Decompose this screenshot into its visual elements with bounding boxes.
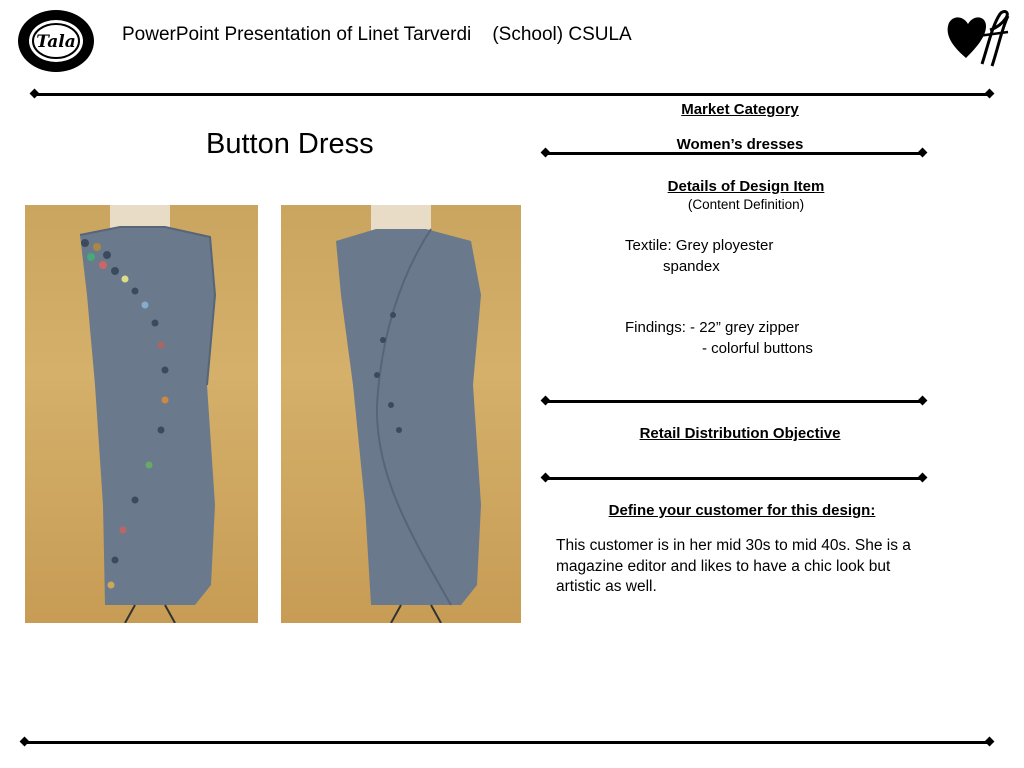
header-title: PowerPoint Presentation of Linet Tarverdi (School) CSULA bbox=[122, 24, 632, 45]
findings-line-2: - colorful buttons bbox=[702, 340, 813, 357]
textile-line-2: spandex bbox=[663, 258, 720, 275]
details-heading: Details of Design Item bbox=[667, 178, 825, 195]
textile-line-1: Textile: Grey ployester bbox=[625, 237, 774, 254]
logo-center-text: Tala bbox=[36, 32, 76, 52]
market-category-value: Women’s dresses bbox=[676, 136, 804, 153]
dress-front-photo bbox=[25, 205, 258, 623]
slide-title: Button Dress bbox=[206, 128, 374, 160]
section-divider-2 bbox=[545, 400, 923, 403]
tala-seal-logo-icon bbox=[16, 8, 96, 74]
section-divider-3 bbox=[545, 477, 923, 480]
top-divider bbox=[34, 93, 990, 96]
findings-line-1: Findings: - 22” grey zipper bbox=[625, 319, 800, 336]
customer-heading: Define your customer for this design: bbox=[608, 502, 876, 519]
bottom-divider bbox=[24, 741, 990, 744]
textile-info bbox=[625, 235, 773, 277]
details-subheading: (Content Definition) bbox=[687, 197, 805, 212]
customer-description: This customer is in her mid 30s to mid 40s. She is a magazine editor and likes to have a chic look but artistic as well. bbox=[556, 537, 911, 595]
dress-back-photo bbox=[281, 205, 521, 623]
heart-ff-logo-icon bbox=[944, 6, 1014, 72]
retail-distribution-heading: Retail Distribution Objective bbox=[639, 425, 841, 442]
findings-info bbox=[625, 317, 813, 359]
market-category-heading: Market Category bbox=[681, 101, 799, 118]
section-divider-1 bbox=[545, 152, 923, 155]
